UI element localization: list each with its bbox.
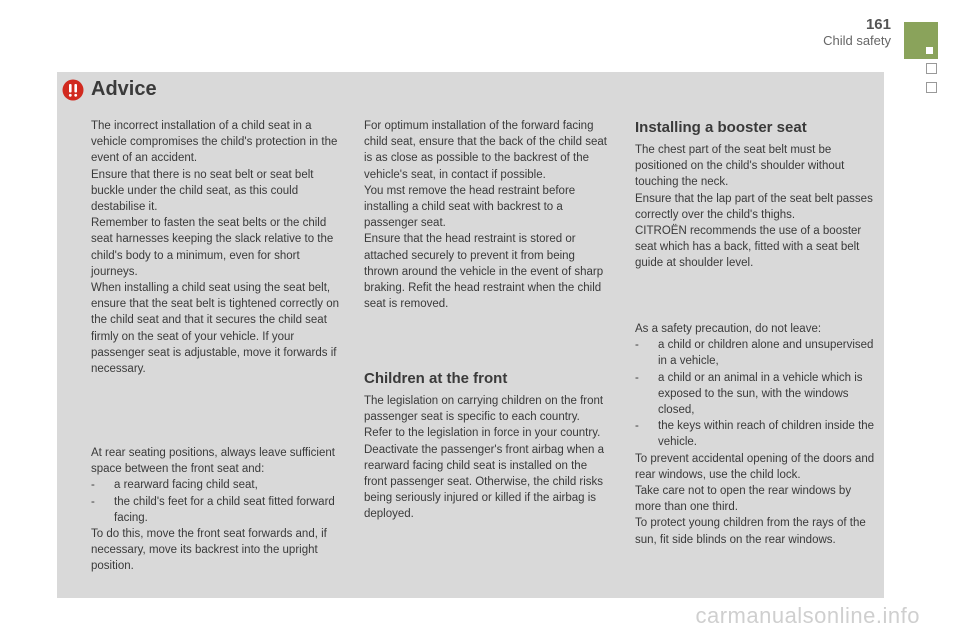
- paragraph: As a safety precaution, do not leave:: [635, 323, 822, 335]
- booster-heading: Installing a booster seat: [635, 119, 807, 136]
- paragraph: The legislation on carrying children on the front passenger seat is specific to each country. Refer to the legislation in force in your country.: [364, 395, 604, 440]
- double-exclamation-icon: [62, 79, 84, 101]
- paragraph: The chest part of the seat belt must be positioned on the child's shoulder without touching the neck.: [635, 144, 845, 189]
- page-indicator-square: [926, 82, 937, 93]
- advice-title: Advice: [91, 78, 157, 100]
- rear-seating-block: [91, 445, 341, 575]
- paragraph: Take care not to open the rear windows by more than one third.: [635, 485, 852, 514]
- list-item: - the keys within reach of children inside the vehicle.: [635, 420, 875, 449]
- advice-col1-block: [91, 118, 341, 377]
- paragraph: Remember to fasten the seat belts or the child seat harnesses keeping the slack relative to the child's body to a minimum, even for short journeys.: [91, 217, 334, 278]
- paragraph: To do this, move the front seat forwards and, if necessary, move its backrest into the upright position.: [91, 528, 327, 573]
- paragraph: To protect young children from the rays of the sun, fit side blinds on the rear windows.: [635, 517, 866, 546]
- paragraph: For optimum installation of the forward facing child seat, ensure that the back of the child seat is as close as possible to the backrest of the vehicle's seat, in contact if possible.: [364, 120, 607, 181]
- watermark: carmanualsonline.info: [695, 603, 920, 628]
- paragraph: Deactivate the passenger's front airbag when a rearward facing child seat is installed on the front passenger seat. Otherwise, the child risks being seriously injured or killed if the airbag is deployed.: [364, 443, 605, 521]
- chapter-tab[interactable]: [904, 22, 938, 59]
- paragraph: To prevent accidental opening of the doors and rear windows, use the child lock.: [635, 452, 875, 481]
- paragraph: The incorrect installation of a child seat in a vehicle compromises the child's protection in the event of an accident.: [91, 120, 338, 165]
- paragraph: Ensure that there is no seat belt or seat belt buckle under the child seat, as this could destabilise it.: [91, 168, 314, 214]
- booster-block: [635, 142, 879, 272]
- paragraph: You mst remove the head restraint before installing a child seat with backrest to a passenger seat.: [364, 184, 576, 230]
- paragraph: CITROËN recommends the use of a booster seat which has a back, fitted with a seat belt guide at shoulder level.: [635, 225, 862, 270]
- tab-marker-icon: [926, 47, 933, 54]
- children-front-heading: Children at the front: [364, 370, 508, 387]
- paragraph: Ensure that the head restraint is stored or attached securely to prevent it from being thrown around the vehicle in the event of sharp braking. Refit the head restraint when the child seat is removed.: [364, 233, 604, 311]
- section-title: Child safety: [823, 33, 891, 48]
- paragraph: At rear seating positions, always leave sufficient space between the front seat and:: [91, 447, 335, 476]
- list-item: - a rearward facing child seat,: [91, 479, 258, 492]
- paragraph: Ensure that the lap part of the seat belt passes correctly over the child's thighs.: [635, 192, 873, 221]
- list-item: - the child's feet for a child seat fitted forward facing.: [91, 495, 335, 524]
- list-item: - a child or an animal in a vehicle which is exposed to the sun, with the windows closed,: [635, 371, 863, 417]
- list-item: - a child or children alone and unsupervised in a vehicle,: [635, 339, 874, 368]
- children-front-block: [364, 393, 604, 523]
- advice-col2-block: [364, 118, 608, 312]
- page-number: 161: [865, 16, 891, 33]
- precaution-block: [635, 321, 879, 548]
- page-indicator-square: [926, 63, 937, 74]
- paragraph: When installing a child seat using the seat belt, ensure that the seat belt is tightened correctly on the child seat and that it secures the child seat firmly on the seat of your vehicle. If your passenger seat is adjustable, move it forwards if necessary.: [91, 282, 340, 376]
